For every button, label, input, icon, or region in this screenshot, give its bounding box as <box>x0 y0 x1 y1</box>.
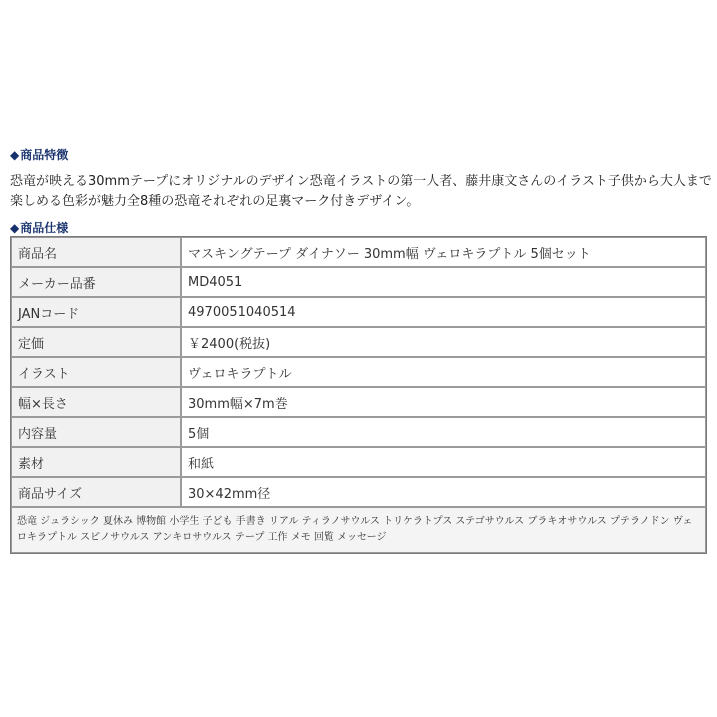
spec-label: 定価 <box>11 327 181 357</box>
spec-label: メーカー品番 <box>11 267 181 297</box>
spec-value: 和紙 <box>181 447 706 477</box>
spec-value: ￥2400(税抜) <box>181 327 706 357</box>
spec-row-illustration <box>11 357 706 387</box>
spec-label: イラスト <box>11 357 181 387</box>
spec-label: 素材 <box>11 447 181 477</box>
spec-label: 商品サイズ <box>11 477 181 507</box>
description-line: 恐竜が映える30mmテープにオリジナルのデザイン恐竜イラストの第一人者、藤井康文さんのイラスト子供から大人まで <box>10 174 712 189</box>
spec-label: 商品名 <box>11 237 181 267</box>
features-description <box>10 172 717 212</box>
description-line: 楽しめる色彩が魅力全8種の恐竜それぞれの足裏マーク付きデザイン。 <box>10 194 420 209</box>
spec-row-keywords <box>11 507 706 553</box>
spec-row-price <box>11 327 706 357</box>
diamond-bullet-icon: ◆ <box>10 221 20 235</box>
spec-row-maker-number <box>11 267 706 297</box>
spec-label: 内容量 <box>11 417 181 447</box>
spec-label: 幅×長さ <box>11 387 181 417</box>
spec-row-product-size <box>11 477 706 507</box>
spec-row-product-name <box>11 237 706 267</box>
features-heading <box>10 146 68 163</box>
spec-label: JANコード <box>11 297 181 327</box>
spec-value: 4970051040514 <box>181 297 706 327</box>
specs-heading-text: 商品仕様 <box>20 221 69 235</box>
spec-row-material <box>11 447 706 477</box>
spec-row-quantity <box>11 417 706 447</box>
diamond-bullet-icon: ◆ <box>10 148 20 162</box>
spec-value: ヴェロキラプトル <box>181 357 706 387</box>
specs-heading <box>10 219 68 236</box>
spec-value: 5個 <box>181 417 706 447</box>
spec-table <box>10 236 707 554</box>
spec-value: 30×42mm径 <box>181 477 706 507</box>
spec-value: マスキングテープ ダイナソー 30mm幅 ヴェロキラプトル 5個セット <box>181 237 706 267</box>
keywords-text: 恐竜 ジュラシック 夏休み 博物館 小学生 子ども 手書き リアル ティラノサウルス トリケラトプス ステゴサウルス ブラキオサウルス プテラノドン ヴェロキラプトル スピノサウルス アンキロサウルス テープ 工作 メモ 回覧 メッセージ <box>11 507 706 553</box>
spec-row-dimensions <box>11 387 706 417</box>
features-heading-text: 商品特徴 <box>20 148 69 162</box>
spec-value: 30mm幅×7m巻 <box>181 387 706 417</box>
spec-row-jan-code <box>11 297 706 327</box>
spec-value: MD4051 <box>181 267 706 297</box>
